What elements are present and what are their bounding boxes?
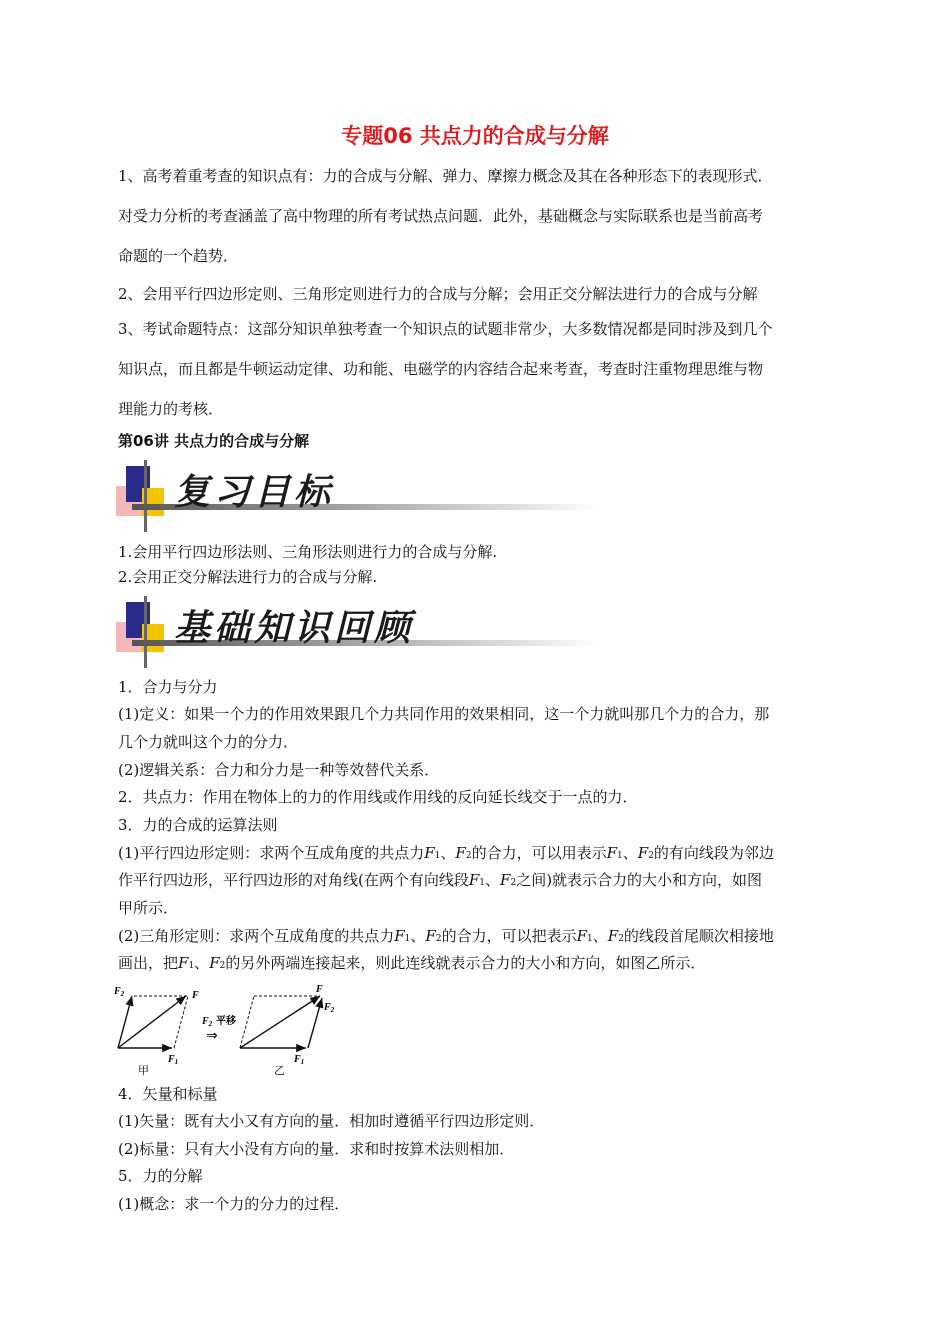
review-line: (2)三角形定则：求两个互成角度的共点力F1、F2的合力，可以把表示F1、F2的线段首尾顺次相接地 bbox=[118, 927, 774, 945]
more-line: (2)标量：只有大小没有方向的量．求和时按算术法则相加． bbox=[118, 1140, 515, 1158]
intro-line: 命题的一个趋势． bbox=[118, 247, 239, 265]
page-title: 专题06 共点力的合成与分解 bbox=[341, 124, 609, 148]
banner-logo-icon bbox=[112, 460, 172, 532]
intro-line: 1、高考着重考查的知识点有：力的合成与分解、弹力、摩擦力概念及其在各种形态下的表现形式． bbox=[118, 167, 773, 185]
f2-vector-yi bbox=[308, 998, 322, 1048]
force-composition-figure bbox=[110, 982, 350, 1078]
banner-logo-icon bbox=[112, 596, 172, 668]
review-line: 几个力就叫这个力的分力． bbox=[118, 733, 299, 751]
label-f1-yi: $F_1$ bbox=[294, 1054, 305, 1066]
more-line: (1)矢量：既有大小又有方向的量．相加时遵循平行四边形定则． bbox=[118, 1112, 545, 1130]
label-yi: 乙 bbox=[274, 1064, 285, 1077]
review-line: 2．共点力：作用在物体上的力的作用线或作用线的反向延长线交于一点的力． bbox=[118, 788, 638, 806]
review-line: 作平行四边形，平行四边形的对角线(在两个有向线段F1、F2之间)就表示合力的大小和方向，如图 bbox=[118, 871, 763, 889]
label-jia: 甲 bbox=[138, 1064, 149, 1077]
review-line: (1)平行四边形定则：求两个互成角度的共点力F1、F2的合力，可以用表示F1、F2的有向线段为邻边 bbox=[118, 844, 774, 862]
label-f-yi: F bbox=[316, 984, 323, 995]
intro-line: 3、考试命题特点：这部分知识单独考查一个知识点的试题非常少，大多数情况都是同时涉及到几个 bbox=[118, 320, 773, 338]
label-f2-move: $F_2$ bbox=[202, 1016, 213, 1028]
review-line: 3．力的合成的运算法则 bbox=[118, 816, 278, 834]
banner-title: 基础知识回顾 bbox=[174, 607, 415, 649]
f2-vector bbox=[118, 996, 132, 1048]
lecture-title: 第06讲 共点力的合成与分解 bbox=[118, 432, 310, 450]
intro-line: 理能力的考核． bbox=[118, 400, 224, 418]
banner-title: 复习目标 bbox=[174, 471, 335, 513]
goal-line: 1.会用平行四边形法则、三角形法则进行力的合成与分解. bbox=[118, 543, 498, 561]
section-banner-review-goals bbox=[112, 460, 612, 532]
label-f1-jia: $F_1$ bbox=[168, 1054, 179, 1066]
implies-arrow-icon: ⇒ bbox=[206, 1028, 218, 1044]
section-banner-basic-review bbox=[112, 596, 612, 668]
intro-line: 知识点，而且都是牛顿运动定律、功和能、电磁学的内容结合起来考查，考查时注重物理思维与物 bbox=[118, 360, 764, 378]
goal-line: 2.会用正交分解法进行力的合成与分解. bbox=[118, 568, 378, 586]
more-line: 5．力的分解 bbox=[118, 1167, 203, 1185]
label-f-jia: F bbox=[192, 990, 199, 1001]
review-line: (2)逻辑关系：合力和分力是一种等效替代关系． bbox=[118, 761, 440, 779]
intro-line: 2、会用平行四边形定则、三角形定则进行力的合成与分解；会用正交分解法进行力的合成与分解 bbox=[118, 285, 758, 303]
review-line: (1)定义：如果一个力的作用效果跟几个力共同作用的效果相同，这一个力就叫那几个力的合力，那 bbox=[118, 705, 770, 723]
review-line: 甲所示． bbox=[118, 899, 179, 917]
review-line: 画出，把F1、F2的另外两端连接起来，则此连线就表示合力的大小和方向，如图乙所示． bbox=[118, 954, 706, 972]
review-line: 1．合力与分力 bbox=[118, 678, 218, 696]
more-line: (1)概念：求一个力的分力的过程． bbox=[118, 1195, 350, 1213]
intro-line: 对受力分析的考查涵盖了高中物理的所有考试热点问题．此外，基础概念与实际联系也是当前高考 bbox=[118, 207, 764, 225]
more-line: 4．矢量和标量 bbox=[118, 1085, 218, 1103]
label-translate: 平移 bbox=[216, 1016, 236, 1027]
label-f2-yi: $F_2$ bbox=[324, 1002, 335, 1014]
label-f2-jia: $F_2$ bbox=[114, 986, 125, 998]
